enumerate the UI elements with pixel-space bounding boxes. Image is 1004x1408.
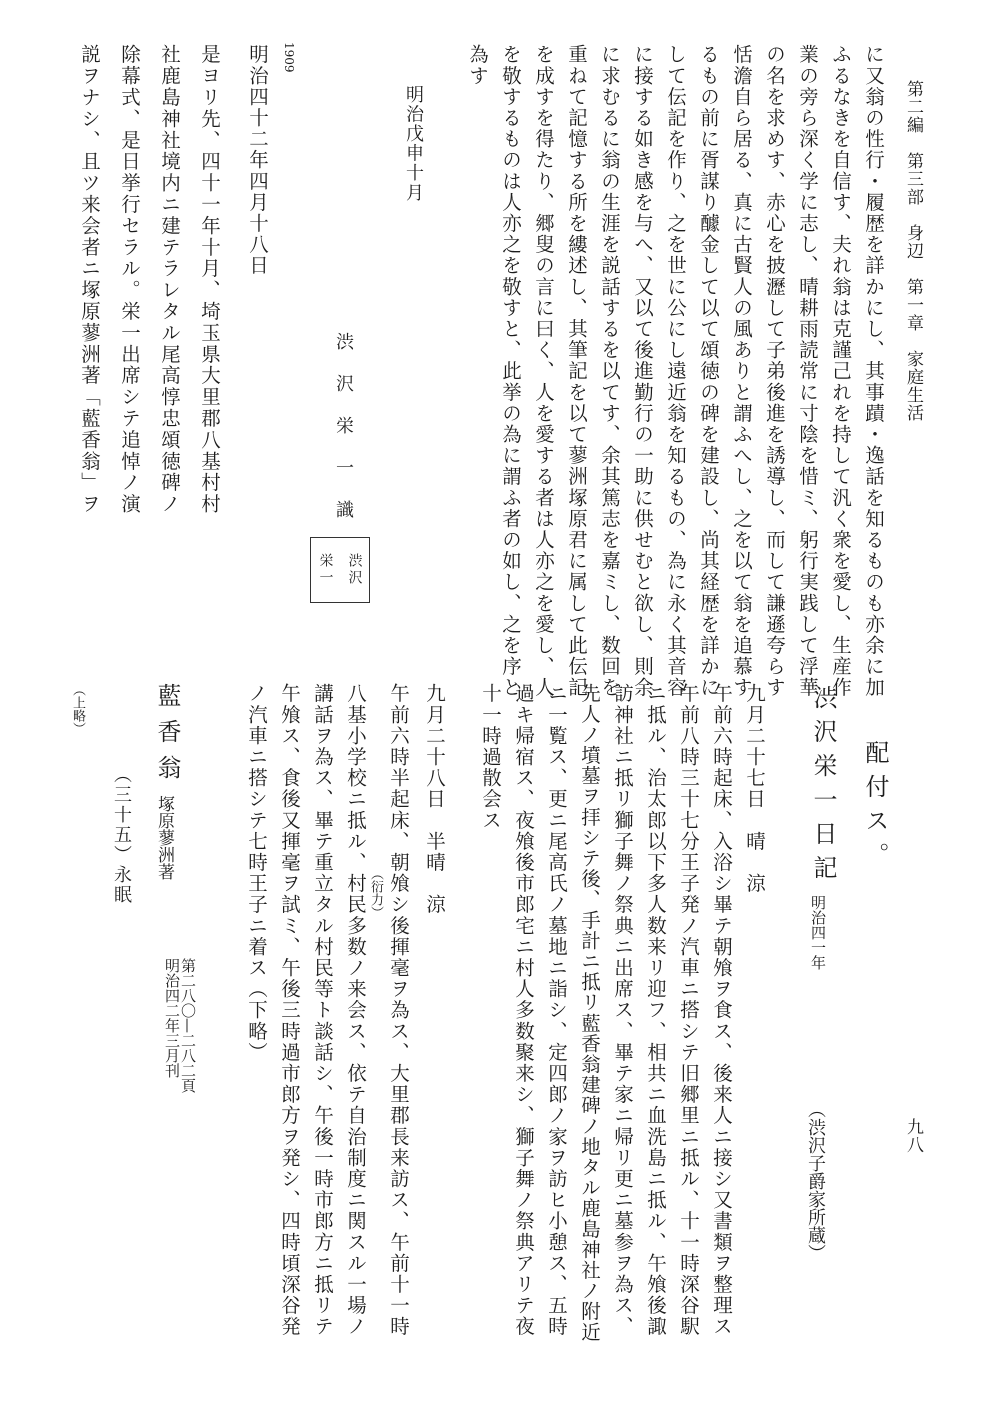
diary-date: 九月二十七日 晴 涼 (743, 683, 766, 894)
emendation-note: （衍力） (368, 867, 383, 919)
preface-line: を敬するものは人亦之を敬すと、此挙の為に謂ふ者の如し、之を序と (499, 44, 522, 699)
entry-line: 説ヲナシ、且ツ来会者ニ塚原蓼洲著「藍香翁」ヲ (78, 44, 101, 515)
preface-line: 業の旁ら深く学に志し、晴耕雨読常に寸陰を惜ミ、躬行実践して浮華 (796, 44, 819, 699)
book-chapter: （三十五）永眠 (111, 765, 132, 905)
entry-date: 明治四十二年四月十八日 (246, 44, 269, 277)
preface-line: の名を求めす、赤心を披瀝して子弟後進を誘導し、而して謙遜夸らす (763, 44, 786, 699)
entry-line: 除幕式、是日挙行セラル。栄一出席シテ追悼ノ演 (118, 44, 141, 515)
entry-line: 是ヨリ先、四十一年十月、埼玉県大里郡八基村村 (198, 44, 221, 515)
preface-line: に接する如き感を与へ、又以て後進勤行の一助に供せむと欲し、則余 (631, 44, 654, 699)
preface-line: ふるなきを自信す、夫れ翁は克謹己れを持して汎く衆を愛し、生産作 (829, 44, 852, 699)
diary-line: 講話ヲ為ス、畢テ重立タル村民等ト談話シ、午後一時市郎方ニ抵リテ (311, 683, 334, 1338)
entry-line: 社鹿島神社境内ニ建テラレタル尾高惇忠頌徳碑ノ (158, 44, 181, 515)
diary-line: 午前八時三十七分王子発ノ汽車ニ搭シテ旧郷里ニ抵ル、十一時深谷駅 (677, 683, 700, 1338)
diary-line: ニ一覧ス、更ニ尾高氏ノ墓地ニ詣シ、定四郎ノ家ヲ訪ヒ小憩ス、五時 (545, 683, 568, 1338)
diary-line: ニ抵ル、治太郎以下多人数来リ迎フ、相共ニ血洗島ニ抵ル、午飧後諏 (644, 683, 667, 1338)
seal-text: 渋沢 (346, 553, 363, 587)
diary-line: 午前六時半起床、朝飧シ後揮毫ヲ為ス、大里郡長来訪ス、午前十一時 (387, 683, 410, 1338)
book-title: 藍香翁 (153, 683, 181, 791)
seal-stamp (310, 537, 370, 603)
diary-year: 明治四一年 (809, 895, 827, 970)
diary-title: 渋沢栄一日記 (809, 685, 837, 889)
preface-signature: 渋 沢 栄 一 識 (333, 332, 354, 521)
diary-line: 午飧ス、食後又揮毫ヲ試ミ、午後三時過市郎方ヲ発シ、四時頃深谷発 (278, 683, 301, 1338)
running-header: 第二編 第三部 身辺 第一章 家庭生活 (903, 80, 923, 422)
page-number: 九八 (903, 1118, 923, 1154)
preface-line: るもの前に胥謀り醵金して以て頌徳の碑を建設し、尚其経歴を詳かに (697, 44, 720, 699)
diary-line: 八基小学校ニ抵ル、村民多数ノ来会ス、依テ自治制度ニ関スル一場ノ (344, 683, 367, 1338)
diary-line: 午前六時起床、入浴シ畢テ朝飧ヲ食ス、後来人ニ接シ又書類ヲ整理ス (710, 683, 733, 1338)
preface-line: 恬澹自ら居る、真に古賢人の風ありと謂ふへし、之を以て翁を追慕す (730, 44, 753, 699)
diary-line: 過キ帰宿ス、夜飧後市郎宅ニ村人多数聚来シ、獅子舞ノ祭典アリテ夜 (512, 683, 535, 1338)
preface-line: に求むるに翁の生涯を説話するを以てす、余其篤志を嘉ミし、数回を (598, 44, 621, 699)
seal-text: 栄一 (317, 553, 334, 587)
preface-date: 明治戊申十月 (403, 85, 424, 203)
preface-line: 為す (466, 44, 489, 87)
diary-line: ノ汽車ニ搭シテ七時王子ニ着ス（下略） (245, 683, 268, 1063)
preface-line: して伝記を作り、之を世に公にし遠近翁を知るもの、為に永く其音容 (664, 44, 687, 699)
preface-line: 重ねて記憶する所を縷述し、其筆記を以て蓼洲塚原君に属して此伝記 (565, 44, 588, 699)
preface-line: に又翁の性行・履歴を詳かにし、其事蹟・逸話を知るものも亦余に加 (862, 44, 885, 699)
year-western: 1909 (282, 42, 296, 73)
book-author: 塚原蓼洲著 (154, 795, 174, 880)
diary-line: 訪神社ニ抵リ獅子舞ノ祭典ニ出席ス、畢テ家ニ帰リ更ニ墓参ヲ為ス、 (611, 683, 634, 1338)
diary-line: 先人ノ墳墓ヲ拝シテ後、手計ニ抵リ藍香翁建碑ノ地タル鹿島神社ノ附近 (578, 683, 601, 1343)
book-date: 明治四二年三月刊 (163, 958, 181, 1078)
omission-note: （上略） (70, 683, 85, 735)
preface-line: を成すを得たり、郷叟の言に曰く、人を愛する者は人亦之を愛し、人 (532, 44, 555, 699)
source-note: （渋沢子爵家所蔵） (805, 1100, 826, 1262)
diary-date: 九月二十八日 半晴 涼 (423, 683, 446, 916)
continuation-text: 配付ス。 (861, 740, 889, 876)
book-pages: 第二八〇—二八二頁 (179, 958, 197, 1093)
diary-line: 十一時過散会ス (479, 683, 502, 831)
